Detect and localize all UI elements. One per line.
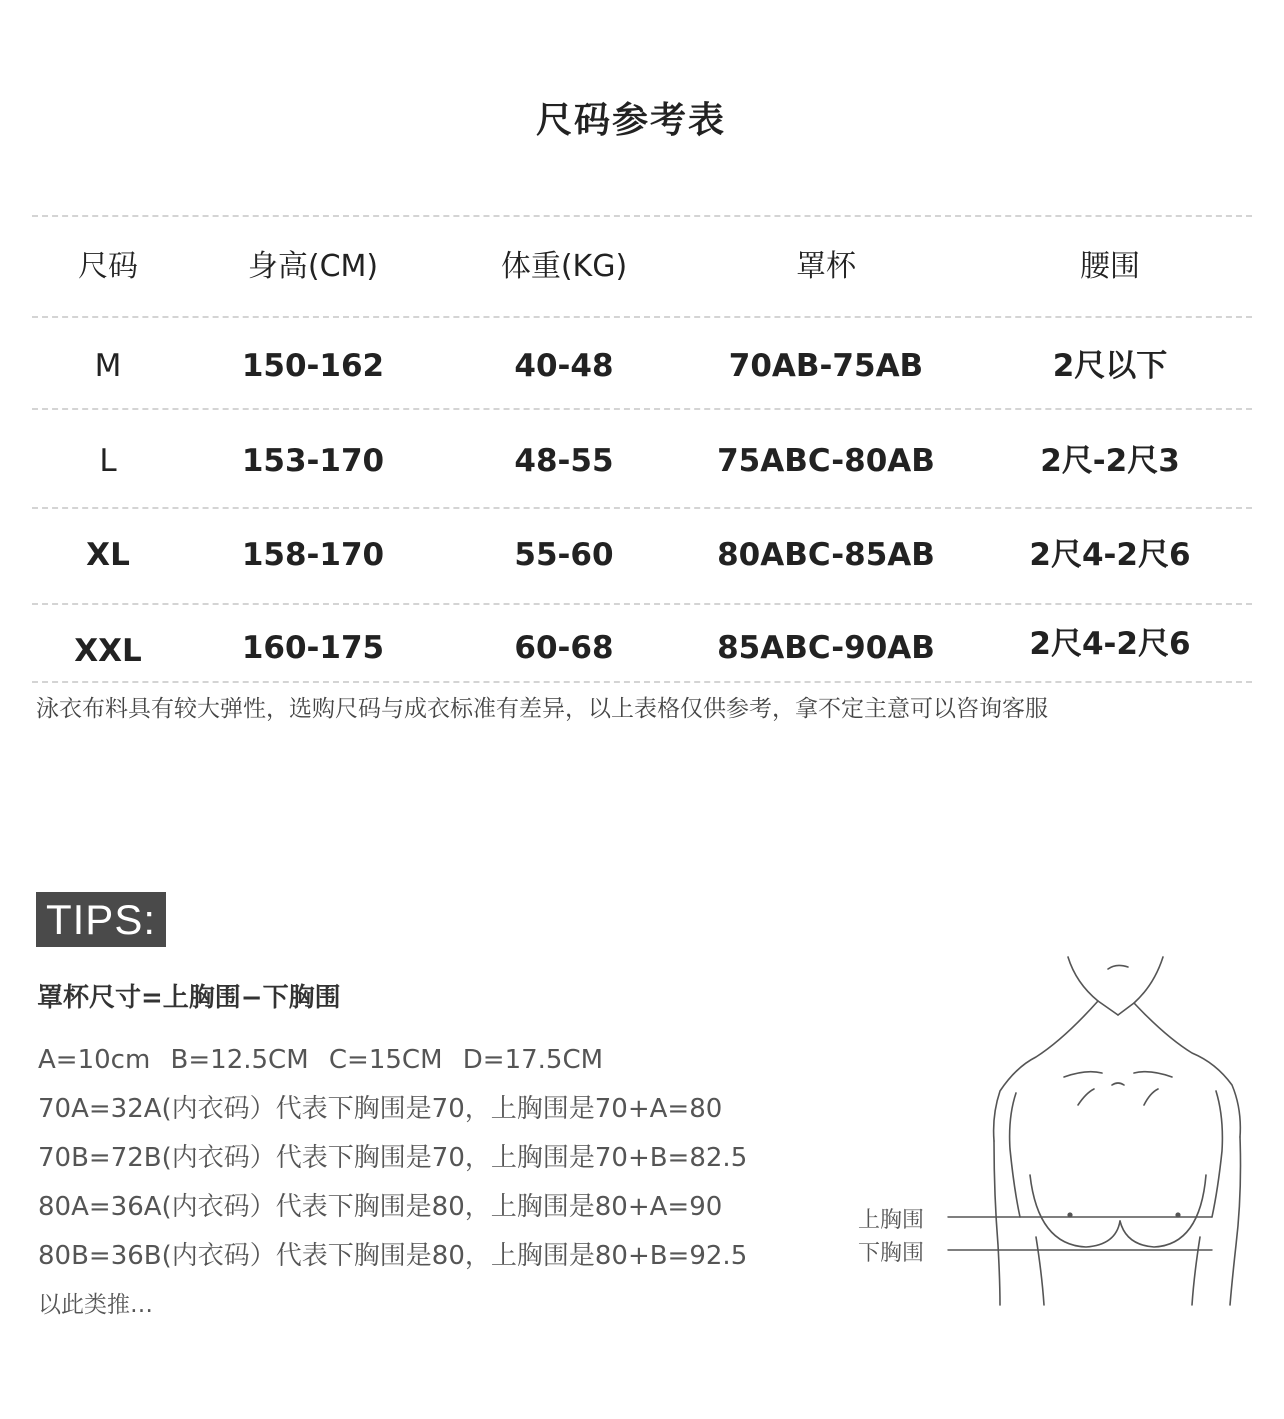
tips-etc: 以此类推… <box>38 1292 153 1318</box>
tips-example: 70B=72B(内衣码）代表下胸围是70，上胸围是70+B=82.5 <box>38 1143 748 1173</box>
cell-size: M <box>94 348 122 384</box>
table-row <box>0 525 1284 585</box>
size-note: 泳衣布料具有较大弹性，选购尺码与成衣标准有差异，以上表格仅供参考，拿不定主意可以咨询客服 <box>36 696 1048 722</box>
tips-badge: TIPS: <box>36 892 166 947</box>
table-rule <box>32 408 1252 410</box>
cell-weight: 40-48 <box>514 348 614 384</box>
cell-weight: 55-60 <box>514 537 614 573</box>
cell-size: XL <box>86 537 130 573</box>
cell-cup: 85ABC-90AB <box>717 630 935 666</box>
tips-example: 80B=36B(内衣码）代表下胸围是80，上胸围是80+B=92.5 <box>38 1241 748 1271</box>
cell-height: 150-162 <box>241 348 385 384</box>
header-height: 身高(CM) <box>247 249 379 284</box>
header-waist: 腰围 <box>1080 249 1140 284</box>
tips-example: 80A=36A(内衣码）代表下胸围是80，上胸围是80+A=90 <box>38 1192 723 1222</box>
table-rule <box>32 603 1252 605</box>
cell-waist: 2尺4-2尺6 <box>1029 626 1191 662</box>
table-bottom-rule <box>32 681 1252 683</box>
cell-weight: 48-55 <box>514 443 614 479</box>
cell-height: 153-170 <box>241 443 385 479</box>
cell-cup: 75ABC-80AB <box>717 443 935 479</box>
table-rule <box>32 316 1252 318</box>
table-row <box>0 431 1284 491</box>
header-cup: 罩杯 <box>796 249 856 284</box>
cell-waist: 2尺4-2尺6 <box>1029 537 1191 573</box>
cell-height: 160-175 <box>241 630 385 666</box>
cell-height: 158-170 <box>241 537 385 573</box>
table-row <box>0 336 1284 396</box>
cell-size: XXL <box>74 633 142 669</box>
cell-waist: 2尺以下 <box>1052 348 1168 384</box>
cell-cup: 80ABC-85AB <box>717 537 935 573</box>
table-rule <box>32 507 1252 509</box>
tips-list <box>38 1038 747 1332</box>
upper-bust-label: 上胸围 <box>858 1208 925 1233</box>
cell-weight: 60-68 <box>514 630 614 666</box>
cell-waist: 2尺-2尺3 <box>1040 443 1180 479</box>
header-size: 尺码 <box>78 249 138 284</box>
table-top-rule <box>32 215 1252 217</box>
cell-cup: 70AB-75AB <box>728 348 924 384</box>
under-bust-label: 下胸围 <box>858 1241 925 1266</box>
table-header-row <box>0 237 1284 297</box>
tips-example: 70A=32A(内衣码）代表下胸围是70，上胸围是70+A=80 <box>38 1094 723 1124</box>
bust-measurement-figure <box>850 945 1270 1315</box>
page-title: 尺码参考表 <box>535 100 726 141</box>
table-row <box>0 618 1284 678</box>
cup-definitions: A=10cm B=12.5CM C=15CM D=17.5CM <box>38 1045 604 1075</box>
cup-formula: 罩杯尺寸=上胸围−下胸围 <box>37 983 341 1013</box>
header-weight: 体重(KG) <box>500 249 628 284</box>
cell-size: L <box>99 443 117 479</box>
